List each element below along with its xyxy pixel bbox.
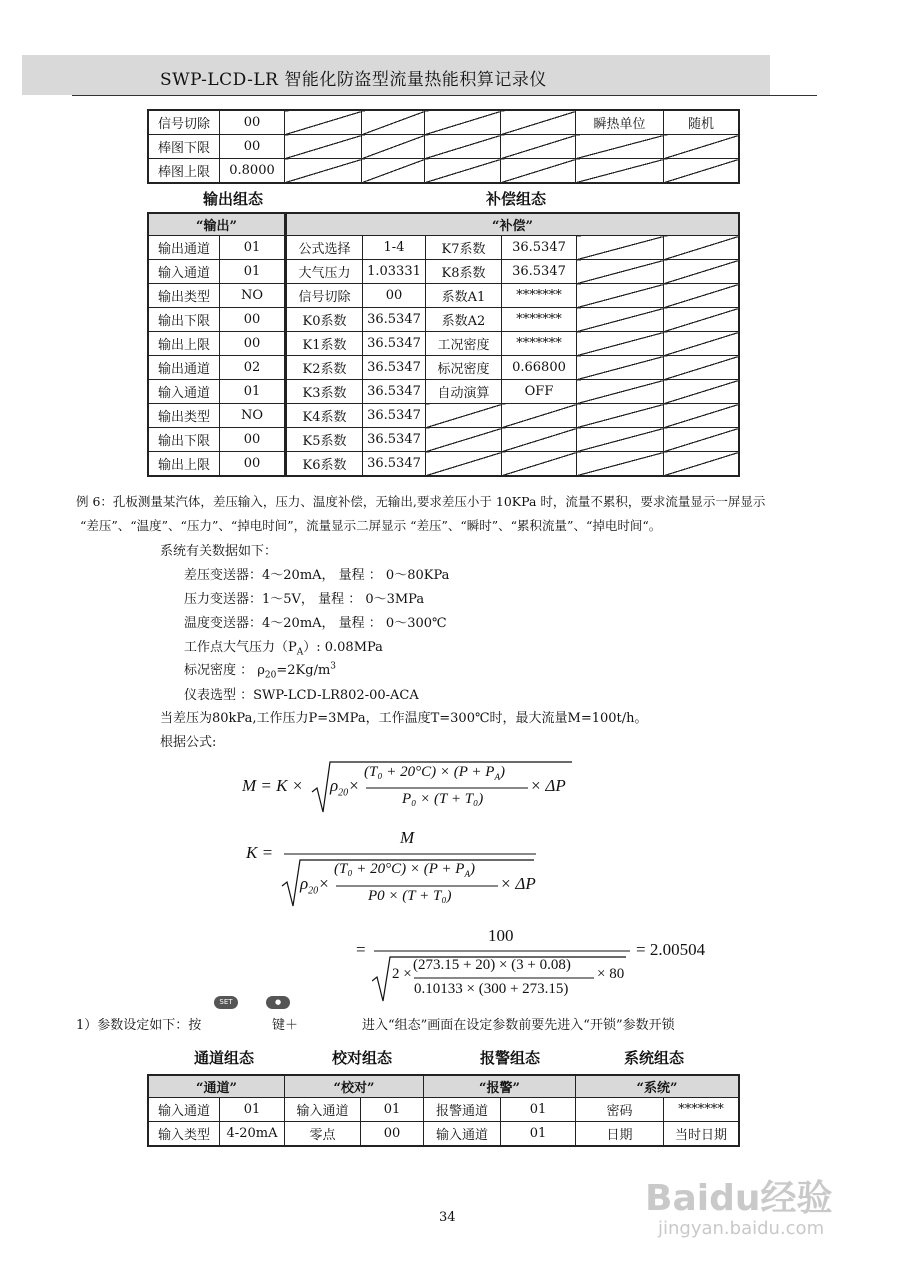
formula1-denominator: P₀ × (T + T₀) xyxy=(402,791,484,807)
table-row xyxy=(149,380,285,404)
cell-value: 00 xyxy=(220,452,285,476)
cell-label: K0系数 xyxy=(287,308,363,332)
table-row xyxy=(149,308,285,332)
empty-cell xyxy=(577,308,664,332)
cell-value: 01 xyxy=(220,236,285,260)
empty-cell xyxy=(664,308,739,332)
empty-cell xyxy=(577,236,664,260)
empty-cell xyxy=(502,428,577,452)
formula1-rho-symbol: ρ xyxy=(330,776,339,795)
cell-value: NO xyxy=(220,404,285,428)
table-row xyxy=(149,1098,739,1122)
table-row xyxy=(149,111,739,135)
cell-value: ******* xyxy=(502,332,577,356)
cell-label: 报警通道 xyxy=(424,1098,501,1122)
table-row xyxy=(149,135,739,159)
cell-value: 02 xyxy=(220,356,285,380)
top-table xyxy=(148,110,739,183)
empty-cell xyxy=(425,159,501,183)
basis-text: 根据公式: xyxy=(160,735,217,750)
table-header: “补偿” xyxy=(287,214,739,236)
cell-label: 输出下限 xyxy=(149,308,220,332)
table-header: “通道” xyxy=(149,1076,285,1098)
cell-label: 公式选择 xyxy=(287,236,363,260)
formula3-tail: × 80 xyxy=(597,966,625,982)
cell-label: 输出下限 xyxy=(149,428,220,452)
empty-cell xyxy=(426,452,502,476)
formula1-num-sub: A xyxy=(494,772,500,782)
empty-cell xyxy=(577,380,664,404)
formula2-num-text: (T₀ + 20°C) × (P + P xyxy=(334,861,465,877)
empty-cell xyxy=(285,135,362,159)
cell-value: 0.8000 xyxy=(220,159,285,183)
table-row xyxy=(149,1122,739,1146)
spec-density-sub: 20 xyxy=(264,670,277,681)
formula2-inner-denominator: P0 × (T + T₀) xyxy=(368,888,452,904)
cell-label: 棒图下限 xyxy=(149,135,220,159)
empty-cell xyxy=(426,428,502,452)
formula1-lhs: M = K × xyxy=(242,776,304,795)
document-title: SWP-LCD-LR 智能化防盗型流量热能积算记录仪 xyxy=(160,70,547,90)
example-intro: 系统有关数据如下： xyxy=(160,544,278,559)
table-row xyxy=(287,452,739,476)
cell-value: ******* xyxy=(664,1098,739,1122)
cell-label: 信号切除 xyxy=(287,284,363,308)
cell-value: 36.5347 xyxy=(363,308,426,332)
cell-value: 当时日期 xyxy=(664,1122,739,1146)
cell-value: 36.5347 xyxy=(502,260,577,284)
cell-value: ******* xyxy=(502,284,577,308)
cell-label: 输入通道 xyxy=(424,1122,501,1146)
spec-model: 仪表选型 ：SWP-LCD-LR802-00-ACA xyxy=(184,688,419,703)
spec-density xyxy=(184,659,336,681)
empty-cell xyxy=(576,159,664,183)
cell-label: K2系数 xyxy=(287,356,363,380)
spec-temperature: 温度变送器：4～20mA， 量程 ： 0～300℃ xyxy=(184,616,447,631)
table-row xyxy=(287,380,739,404)
cell-value: 36.5347 xyxy=(363,404,426,428)
cell-value: 00 xyxy=(220,308,285,332)
compensation-table xyxy=(286,213,739,476)
empty-cell xyxy=(285,159,362,183)
cell-label: K5系数 xyxy=(287,428,363,452)
step-post: 进入“组态”画面在设定参数前要先进入“开锁”参数开锁 xyxy=(362,1018,675,1033)
formula2-numerator: M xyxy=(400,828,415,847)
empty-cell xyxy=(577,428,664,452)
table-row xyxy=(149,356,285,380)
cell-label: K1系数 xyxy=(287,332,363,356)
cell-label: 输入通道 xyxy=(149,260,220,284)
empty-cell xyxy=(501,135,576,159)
output-table xyxy=(148,213,285,476)
empty-cell xyxy=(502,452,577,476)
cell-label: 信号切除 xyxy=(149,111,220,135)
section-title-calibration: 校对组态 xyxy=(332,1049,393,1067)
empty-cell xyxy=(664,428,739,452)
table-row xyxy=(287,308,739,332)
cell-label: 输入通道 xyxy=(285,1098,361,1122)
cell-label: 输出上限 xyxy=(149,332,220,356)
page-number: 34 xyxy=(439,1210,456,1225)
empty-cell xyxy=(425,111,501,135)
set-key-icon: SET xyxy=(214,996,238,1009)
spec-pressure: 压力变送器：1～5V， 量程 ： 0～3MPa xyxy=(184,592,425,607)
table-row xyxy=(287,332,739,356)
cell-label: K3系数 xyxy=(287,380,363,404)
example-line-1: 例 6：孔板测量某汽体，差压输入，压力、温度补偿，无输出,要求差压小于 10KPa 时，流量不累积，要求流量显示一屏显示 xyxy=(76,494,766,509)
empty-cell xyxy=(502,404,577,428)
cell-value: ******* xyxy=(502,308,577,332)
cell-label: 输入通道 xyxy=(149,380,220,404)
formula2-num-end: ) xyxy=(469,861,475,877)
formula1-rho-sub: 20 xyxy=(338,787,349,799)
empty-cell xyxy=(664,284,739,308)
spec-atm-post: ）: 0.08MPa xyxy=(303,640,383,655)
table-row xyxy=(287,428,739,452)
formula3-inner-denominator: 0.10133 × (300 + 273.15) xyxy=(414,981,569,997)
formula2-lhs: K = xyxy=(246,843,274,862)
formula2-num-sub: A xyxy=(464,869,470,879)
formula3-equals: = xyxy=(356,940,366,959)
cell-label: 大气压力 xyxy=(287,260,363,284)
enter-key-icon: ● xyxy=(266,996,290,1009)
cell-value: 36.5347 xyxy=(363,332,426,356)
cell-label: 密码 xyxy=(576,1098,664,1122)
cell-label: 输出类型 xyxy=(149,404,220,428)
cell-label: 输出通道 xyxy=(149,236,220,260)
spec-density-mid: =2Kg/m xyxy=(276,663,331,678)
empty-cell xyxy=(664,452,739,476)
cell-label: 输入类型 xyxy=(149,1122,220,1146)
empty-cell xyxy=(664,332,739,356)
cell-value: OFF xyxy=(502,380,577,404)
table-header: “校对” xyxy=(285,1076,424,1098)
formula2-inner-numerator xyxy=(334,861,475,879)
cell-value: 00 xyxy=(220,332,285,356)
empty-cell xyxy=(577,332,664,356)
cell-value: 36.5347 xyxy=(363,452,426,476)
section-title-alarm: 报警组态 xyxy=(480,1049,541,1067)
section-title-compensation: 补偿组态 xyxy=(486,190,547,208)
section-title-channel: 通道组态 xyxy=(194,1049,255,1067)
spec-atm-pre: 工作点大气压力（P xyxy=(184,640,297,655)
empty-cell xyxy=(577,284,664,308)
empty-cell xyxy=(425,135,501,159)
cell-value: 01 xyxy=(220,260,285,284)
empty-cell xyxy=(577,356,664,380)
empty-cell xyxy=(362,111,425,135)
table-row xyxy=(287,284,739,308)
formula2-rho-symbol: ρ xyxy=(300,874,309,893)
cell-value: 36.5347 xyxy=(363,380,426,404)
step-mid: 键＋ xyxy=(272,1018,299,1033)
formula1-num-end: ) xyxy=(499,764,505,780)
formula1-num-text: (T₀ + 20°C) × (P + P xyxy=(364,764,495,780)
cell-label: 输出类型 xyxy=(149,284,220,308)
table-row xyxy=(287,404,739,428)
table-header: “系统” xyxy=(576,1076,739,1098)
watermark-brand: Baidu经验 xyxy=(645,1178,833,1219)
cell-label: 工况密度 xyxy=(426,332,502,356)
cell-label: 自动演算 xyxy=(426,380,502,404)
table-row xyxy=(149,428,285,452)
table-row xyxy=(287,356,739,380)
table-row xyxy=(149,236,285,260)
cell-label: 输出通道 xyxy=(149,356,220,380)
formula2-rho-sub: 20 xyxy=(308,885,319,897)
cell-value: 随机 xyxy=(664,111,739,135)
cell-label: 系数A1 xyxy=(426,284,502,308)
table-row xyxy=(149,284,285,308)
empty-cell xyxy=(577,452,664,476)
cell-value: 0.66800 xyxy=(502,356,577,380)
cell-label: K7系数 xyxy=(426,236,502,260)
bottom-table xyxy=(148,1075,739,1146)
watermark-url: jingyan.baidu.com xyxy=(658,1218,825,1239)
cell-label: 输出上限 xyxy=(149,452,220,476)
header-rule xyxy=(72,95,817,96)
empty-cell xyxy=(664,135,739,159)
formula2-rho: $\rho_{20}\times$ xyxy=(300,874,330,897)
section-title-system: 系统组态 xyxy=(624,1049,685,1067)
cell-value: 01 xyxy=(501,1098,576,1122)
empty-cell xyxy=(362,135,425,159)
table-row xyxy=(149,159,739,183)
spec-dp: 差压变送器：4～20mA， 量程 ： 0～80KPa xyxy=(184,568,450,583)
empty-cell xyxy=(577,404,664,428)
empty-cell xyxy=(577,260,664,284)
empty-cell xyxy=(664,404,739,428)
table-header: “输出” xyxy=(149,214,285,236)
formula3-result: = 2.00504 xyxy=(636,940,706,959)
empty-cell xyxy=(426,404,502,428)
table-row xyxy=(287,260,739,284)
cell-label: 棒图上限 xyxy=(149,159,220,183)
spec-density-pre: 标况密度 ： ρ xyxy=(184,663,265,678)
cell-value: 36.5347 xyxy=(502,236,577,260)
formula2-tail: × ΔP xyxy=(500,874,536,893)
empty-cell xyxy=(501,111,576,135)
empty-cell xyxy=(362,159,425,183)
spec-atm-pressure xyxy=(184,636,383,658)
cell-value: 00 xyxy=(363,284,426,308)
cell-label: K4系数 xyxy=(287,404,363,428)
cell-label: K8系数 xyxy=(426,260,502,284)
empty-cell xyxy=(501,159,576,183)
table-header: “报警” xyxy=(424,1076,576,1098)
cell-value: 1.03331 xyxy=(363,260,426,284)
empty-cell xyxy=(664,236,739,260)
cell-label: K6系数 xyxy=(287,452,363,476)
spec-atm-sub: A xyxy=(296,647,304,658)
empty-cell xyxy=(664,260,739,284)
empty-cell xyxy=(664,159,739,183)
formula1-rho: $\rho_{20}\times$ xyxy=(330,776,360,799)
cell-label: 瞬热单位 xyxy=(576,111,664,135)
formula3-inner-numerator: (273.15 + 20) × (3 + 0.08) xyxy=(413,957,571,973)
cell-label: 系数A2 xyxy=(426,308,502,332)
table-row xyxy=(149,260,285,284)
cell-label: 日期 xyxy=(576,1122,664,1146)
table-row xyxy=(287,236,739,260)
cell-value: 01 xyxy=(220,1098,285,1122)
formula3-numerator: 100 xyxy=(488,926,514,945)
condition-text: 当差压为80kPa,工作压力P=3MPa，工作温度T=300℃时，最大流量M=100t/h。 xyxy=(160,711,648,726)
cell-label: 标况密度 xyxy=(426,356,502,380)
spec-density-sup: 3 xyxy=(330,661,337,672)
cell-value: 00 xyxy=(220,111,285,135)
cell-value: 36.5347 xyxy=(363,356,426,380)
section-title-output: 输出组态 xyxy=(203,190,264,208)
table-row xyxy=(149,404,285,428)
table-row xyxy=(149,332,285,356)
cell-value: 1-4 xyxy=(363,236,426,260)
cell-value: 00 xyxy=(220,428,285,452)
cell-value: 01 xyxy=(501,1122,576,1146)
empty-cell xyxy=(664,380,739,404)
cell-value: 00 xyxy=(361,1122,424,1146)
formula3-two: 2 × xyxy=(392,966,412,982)
formula1-numerator xyxy=(364,764,505,782)
cell-value: 00 xyxy=(220,135,285,159)
step-pre: 1）参数设定如下：按 xyxy=(76,1018,202,1033)
cell-value: 01 xyxy=(220,380,285,404)
empty-cell xyxy=(576,135,664,159)
formula1-tail: × ΔP xyxy=(530,776,566,795)
empty-cell xyxy=(664,356,739,380)
cell-label: 输入通道 xyxy=(149,1098,220,1122)
cell-value: 01 xyxy=(361,1098,424,1122)
cell-value: 36.5347 xyxy=(363,428,426,452)
empty-cell xyxy=(285,111,362,135)
table-row xyxy=(149,452,285,476)
cell-label: 零点 xyxy=(285,1122,361,1146)
cell-value: 4-20mA xyxy=(220,1122,285,1146)
example-line-2: “差压”、“温度”、“压力”、“掉电时间”，流量显示二屏显示 “差压”、“瞬时”、“累积流量”、“掉电时间“。 xyxy=(80,518,662,533)
cell-value: NO xyxy=(220,284,285,308)
